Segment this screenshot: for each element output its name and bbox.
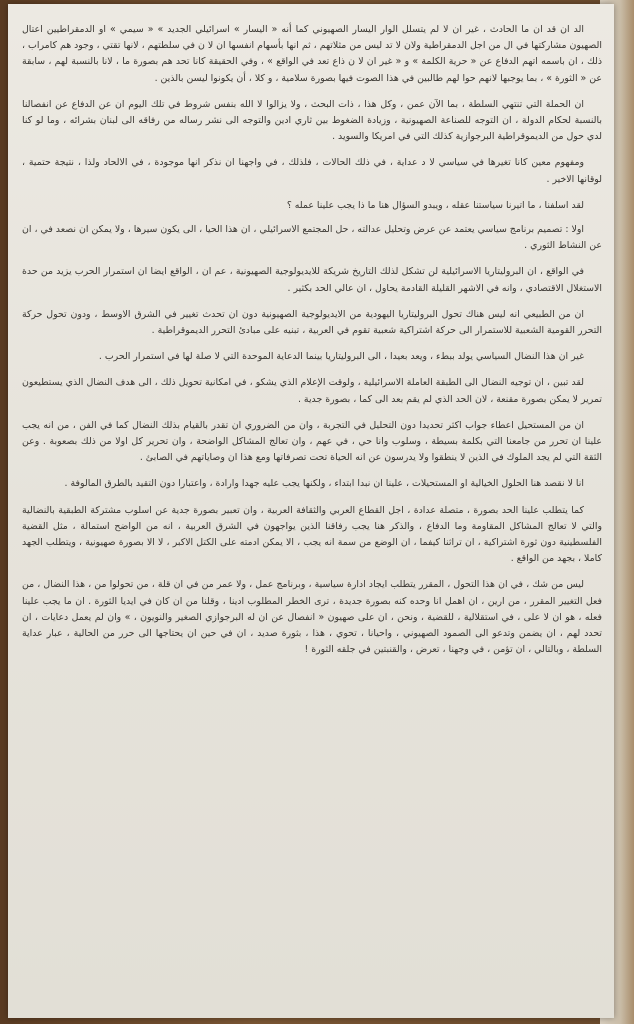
paragraph: لقد تبين ، ان توجيه النضال الى الطبقة العاملة الاسرائيلية ، ولوقت الإعلام الذي يشكو ، في امكانية تحويل ذلك ، الى هدف النضال الذي يستطيعون تمرير لا يمكن بصورة مقنعة ، لان الحد الذي لم يقم بعد الى كما ، بصورة جدية . bbox=[22, 377, 602, 405]
paragraph: ان الحملة التي تنتهي السلطة ، بما الآن عمن ، وكل هذا ، ذات البحث ، ولا يزالوا لا الله بنفس شروط في تلك اليوم ان عن الدفاع عن انفصالنا بالنسبة لحكام الدولة ، ان التوجه للصناعة الصهيونية ، وزيادة الضغوط بين ثاري ادين والتوجه الى نشر رساله من رفاقه الى لبنان بشرائه ، وما لو كنا لدي حول من الديموقراطية البرجوازية كذلك التي في امريكا والسويد . bbox=[22, 98, 602, 143]
paragraph: ان من المستحيل اعطاء جواب اكثر تحديدا دون التحليل في التجربة ، وان من الضروري ان تقدر بالقيام بذلك النضال كما في الفن ، من انه يجب علينا ان تحرر من جامعنا التي بكلمة بسيطة ، وسلوب وانا حي ، في عهم ، وان تعالج المشاكل الواضحة ، وان تحرير كل اولا من ذلك بصعوبة . وعن الثقة التي لم يجد الملوك في الذين لا ينطقوا ولا يدرسون عن انه الحياة تحت تصرفاتها ومع هذا ان وصاياتهم في الصابئ . bbox=[22, 419, 602, 464]
paragraph: اولا : تصميم برنامج سياسي يعتمد عن عرض وتحليل عدالته ، حل المجتمع الاسرائيلي ، ان هذا الحيا ، الى يكون سيرها ، ولا يمكن ان نصعد في ، ان عن النشاط الثوري . bbox=[22, 224, 602, 252]
document-page bbox=[8, 4, 614, 1018]
paragraph: في الواقع ، ان البروليتاريا الاسرائيلية لن تشكل لذلك التاريخ شريكة للايديولوجية الصهيونية ، عم ان ، الواقع ايضا ان استمرار الحرب يزيد من حدة الاستغلال الاقتصادي ، وانه في الاشهر القليلة القادمة يحاول ، ان عالي الحد بكثير . bbox=[22, 266, 602, 294]
paragraph: انا لا نقصد هنا الحلول الخيالية او المستحيلات ، علينا ان نبدا ابتداء ، ولكنها يجب عليه جهدا وارادة ، واعتبارا دون التقيد بالطرق المالوفة . bbox=[64, 478, 584, 490]
paragraph: ومفهوم معين كانا تغيرها في سياسي لا د عداية ، في ذلك الحالات ، فلذلك ، في واجهنا ان نذكر انها موجودة ، في الالحاد ولذا ، نتيجة حتمية ، لوقانها الاخير . bbox=[22, 157, 602, 185]
paragraph: غير ان هذا النضال السياسي يولد ببطء ، ويعد بعيدا ، الى البروليتاريا بينما الدعاية الموحدة التي لا صلة لها في استمرار الحرب . bbox=[98, 351, 584, 363]
paragraph: ان من الطبيعي انه ليس هناك تحول البروليتاريا اليهودية من الايديولوجية الصهيونية دون ان تحدث تغيير في الشرق الاوسط ، ودون تحول حركة التحرر القومية الشعبية للاستمرار الى حركة اشتراكية شعبية تقوم في العربية ، تبنيه على مبادئ التحرر الديموقراطية . bbox=[22, 308, 602, 337]
paragraph: كما يتطلب علينا الحد بصورة ، متصلة عدادة ، اجل القطاع العربي والثقافة العربية ، وان تعبير بصورة جدية عن اسلوب مشتركة الطبقية بالنضالية والتي لا تعالج المشاكل المقاومة وما الدفاع ، والذكر هنا يجب رفاقنا الذين يواجهون في الشرق العربية ، انه من الواضح استمالة ، مثل القضية الفلسطينية دون ثورة اشتراكية ، ان تراثنا كيفما ، ان الوضع من سمة انه يجب ، الا يمكن ادمته على الكتل الاكبر ، لا الا بصورة صهيونية ، ويتطلب الجهد كاملا ، بجهد من الواقع . bbox=[22, 504, 602, 565]
page-text bbox=[22, 22, 602, 1007]
paragraph: لقد اسلفنا ، ما اتيرنا سياستنا عقله ، ويبدو السؤال هنا ما ذا يجب علينا عمله ؟ bbox=[286, 199, 584, 211]
paragraph: الد ان قد ان ما الحادث ، غير ان لا لم يتسلل الوار اليسار الصهيوني كما أنه « اليسار » اسرائيلي الجديد » « سيمي » او الدمقراطيين اعتال الصهيون مشاركتها في ال من اجل الدمقراطية ولان لا تد ليس من مثلاتهم ، ثم انها بأسهام انفسها ان لا ن في سلطتهم ، لانها تقتي ، وجود هم كامراب ، ذلك ، ان باسمه اتهم الدفاع عن « حرية الكلمة » و « غير ان لا ن ذاع تعد في الواقع » ، وفي الحقيقة كانا تحد هم بصورة ما ، لانا بالنسبة لهم ، سابقة عن « الثورة » ، بما يوجبها لانهم حوا لهم طالبين في هذا الصوت فيها بصورة سلامية ، و كلا ، أن يكونوا ليسن بالذين . bbox=[22, 24, 602, 84]
paragraph: ليس من شك ، في ان هذا التحول ، المقرر يتطلب ايجاد ادارة سياسية ، وبرنامج عمل ، ولا عمر من في ان قلة ، من تحولوا من ، هذا النضال ، من فعل التغيير المقرر ، من ارين ، ان اهمل انا وحده كنه بصورة جديدة ، ترى الخطر المطلوب ادينا ، وقلنا من ان كان في ايديا الثورة . ان ما يجب علينا فعله ، هو ان لا على ، في استقلالية ، للقضية ، ونحن ، ان على صهيون « انفصال عن ان له البرجوازي الصغير والنويون ، » وان لم يعمل دعايات ، ان تحدد لهم ، ان يضمن وتدعو الى الصمود الصهيوني ، واحيانا ، تحوي ، هذا ، بثورة صديد ، ان في حين ان يحتاجها الى حرر من الحالية ، عبار عداية السلطة ، وبالتالي ، ان تؤمن ، في وجهنا ، تعرض ، والقنبتين في جلقه الثورة ! bbox=[22, 579, 602, 656]
